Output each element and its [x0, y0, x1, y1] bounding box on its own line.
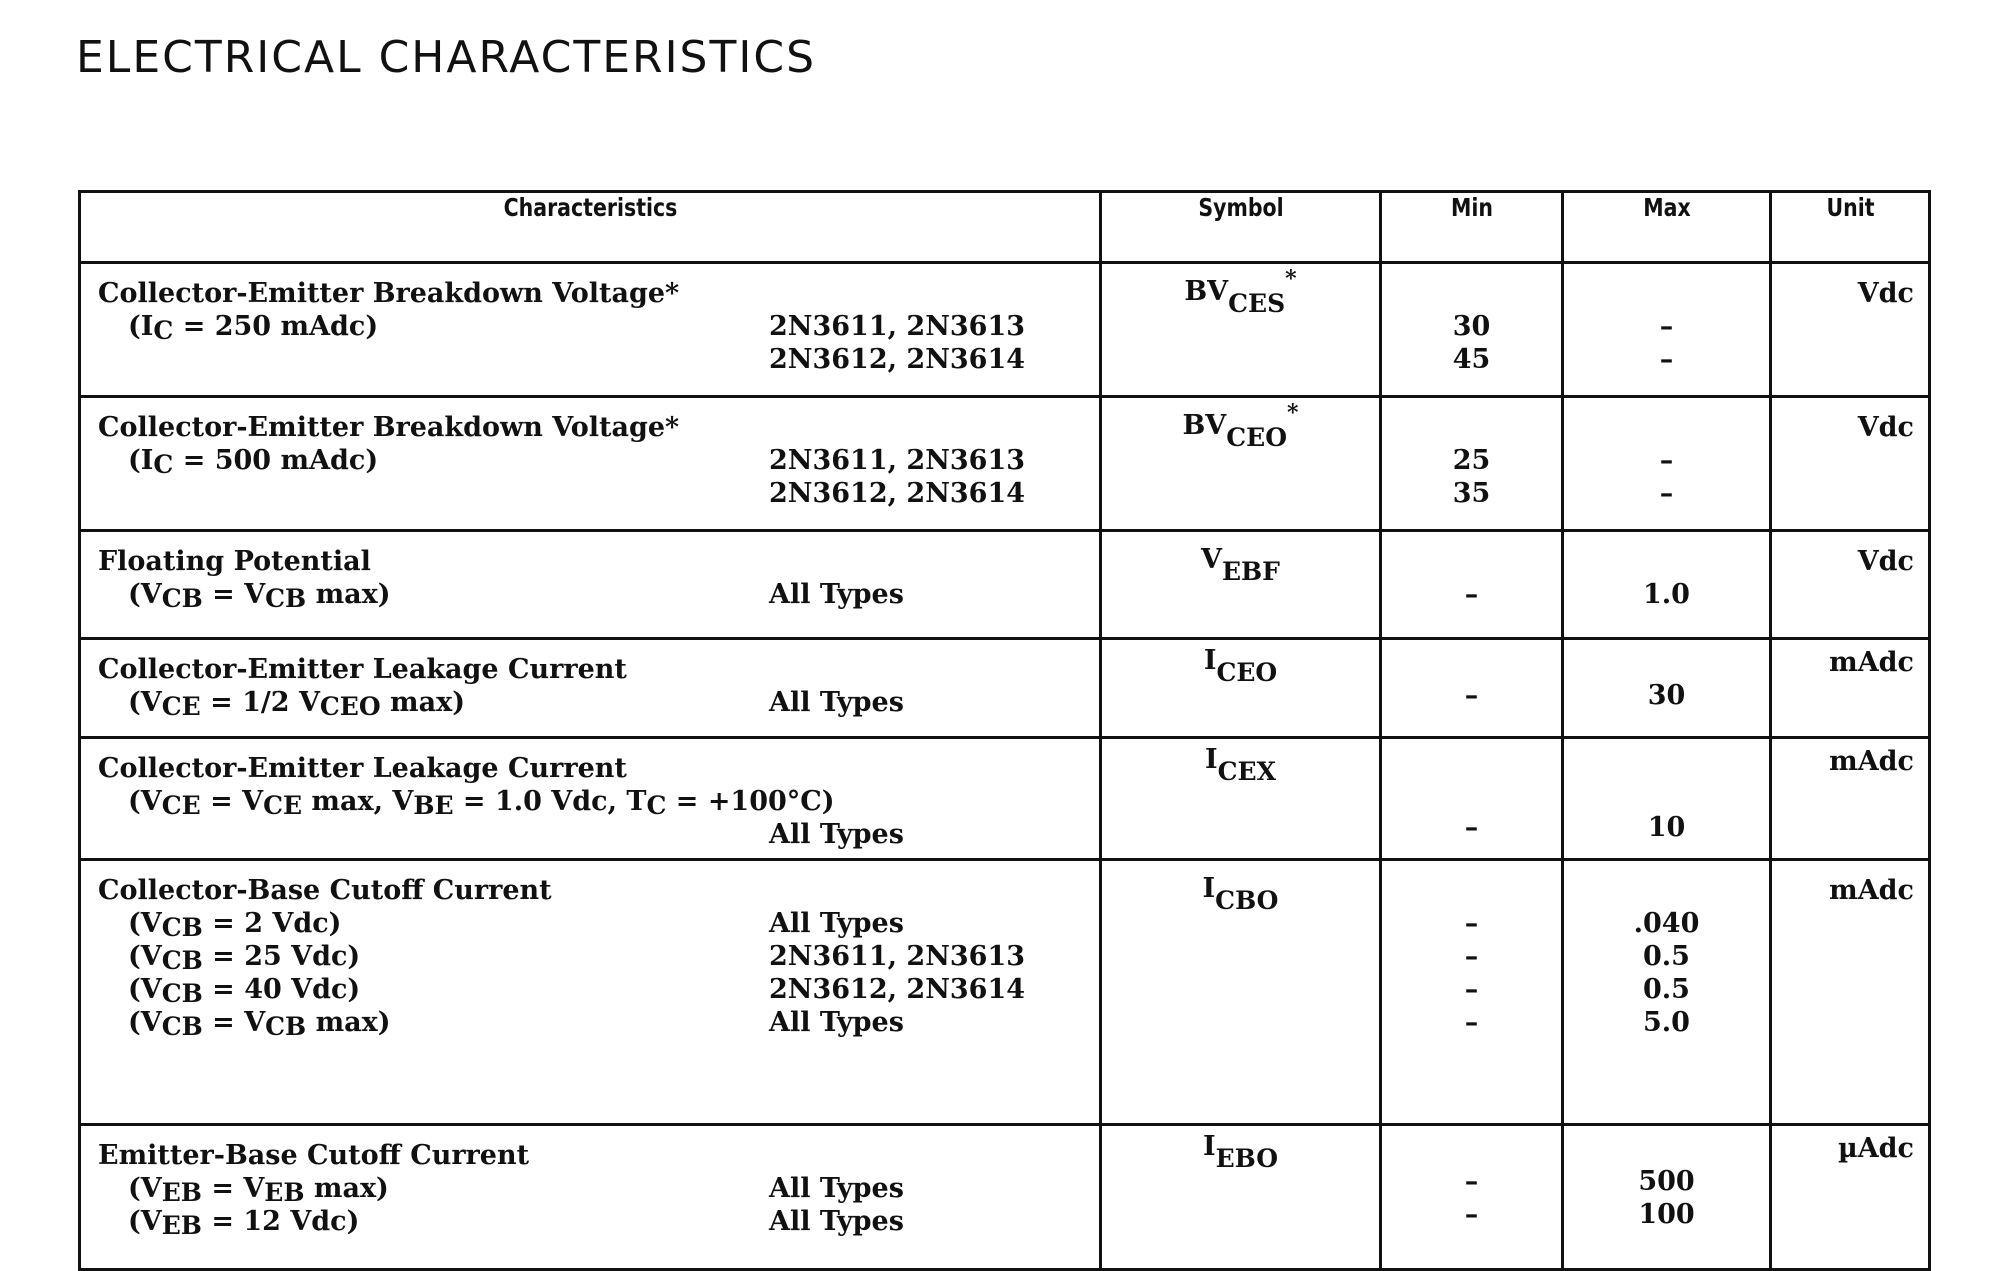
min-value: –: [1464, 1199, 1479, 1230]
device-types: All Types: [769, 579, 904, 610]
condition-line: [81, 686, 1099, 719]
min-cell: [1381, 531, 1563, 639]
characteristic-name: Collector-Emitter Leakage Current: [98, 753, 627, 784]
condition-text: ($V_{CE} = 1/2$ $V_{CEO}$ max): [128, 687, 465, 721]
max-value: 0.5: [1643, 974, 1690, 1005]
header-min: Min: [1397, 192, 1546, 263]
characteristic-cell: [80, 860, 1101, 1125]
max-cell: [1563, 531, 1771, 639]
condition-text: ($I_C = 500$ mAdc): [128, 445, 379, 479]
condition-line: [81, 1172, 1099, 1205]
unit-value: µAdc: [1837, 1133, 1914, 1164]
symbol-base: V: [1201, 544, 1222, 575]
characteristic-row: [80, 1125, 1930, 1270]
unit-value: mAdc: [1829, 875, 1914, 906]
symbol-base: BV: [1184, 276, 1229, 307]
min-value: –: [1464, 1166, 1479, 1197]
symbol-subscript: CEO: [1226, 423, 1287, 452]
electrical-characteristics-table: [78, 190, 1931, 1271]
symbol-text: [1202, 861, 1279, 915]
symbol-cell: [1101, 1125, 1381, 1270]
unit-value: mAdc: [1829, 647, 1914, 678]
min-value: 30: [1452, 311, 1491, 342]
symbol-subscript: CEO: [1216, 658, 1278, 687]
characteristic-row: [80, 738, 1930, 860]
device-types: 2N3612, 2N3614: [769, 478, 1026, 509]
symbol-cell: [1101, 860, 1381, 1125]
device-types: 2N3611, 2N3613: [769, 445, 1026, 476]
device-types: All Types: [769, 1173, 904, 1204]
symbol-base: I: [1203, 645, 1217, 676]
condition-line: [81, 578, 1099, 611]
min-cell: [1381, 1125, 1563, 1270]
condition-text: ($V_{CB} = 2$ Vdc): [128, 908, 342, 942]
symbol-subscript: EBF: [1222, 557, 1280, 586]
max-value: –: [1659, 478, 1674, 509]
characteristic-name: Floating Potential: [98, 546, 371, 577]
symbol-text: [1184, 264, 1297, 318]
page-title: ELECTRICAL CHARACTERISTICS: [76, 32, 816, 83]
characteristic-cell: [80, 531, 1101, 639]
symbol-text: [1182, 398, 1299, 452]
symbol-cell: [1101, 531, 1381, 639]
condition-text: ($I_C = 250$ mAdc): [128, 311, 379, 345]
characteristic-cell: [80, 639, 1101, 738]
header-row: [80, 192, 1930, 263]
unit-cell: [1771, 531, 1930, 639]
min-cell: [1381, 860, 1563, 1125]
symbol-text: [1205, 739, 1276, 786]
characteristic-cell: [80, 738, 1101, 860]
max-cell: [1563, 639, 1771, 738]
min-value: –: [1464, 941, 1479, 972]
header-symbol: Symbol: [1126, 192, 1356, 263]
symbol-base: I: [1202, 873, 1216, 904]
max-cell: [1563, 860, 1771, 1125]
symbol-subscript: CES: [1228, 289, 1286, 318]
header-unit: Unit: [1785, 192, 1915, 263]
max-value: –: [1659, 344, 1674, 375]
unit-cell: [1771, 639, 1930, 738]
unit-cell: [1771, 860, 1930, 1125]
unit-value: Vdc: [1857, 412, 1914, 443]
min-cell: [1381, 263, 1563, 397]
max-cell: [1563, 397, 1771, 531]
min-value: –: [1464, 812, 1479, 843]
device-types: 2N3611, 2N3613: [769, 941, 1026, 972]
condition-text: ($V_{CE} = V_{CE}$ max, $V_{BE} = 1.0$ Vdc, $T_C = +100^\circ C$): [128, 786, 835, 820]
symbol-text: [1203, 640, 1278, 687]
condition-line: [81, 310, 1099, 343]
unit-cell: [1771, 263, 1930, 397]
min-value: 45: [1452, 344, 1491, 375]
characteristic-row: [80, 263, 1930, 397]
max-value: 0.5: [1643, 941, 1690, 972]
condition-line: [81, 785, 1099, 818]
max-value: 100: [1638, 1199, 1695, 1230]
condition-text: ($V_{CB} = 25$ Vdc): [128, 941, 361, 975]
max-value: 10: [1647, 812, 1686, 843]
header-max: Max: [1581, 192, 1752, 263]
characteristic-name: Collector-Emitter Breakdown Voltage*: [98, 278, 680, 309]
symbol-subscript: CBO: [1215, 886, 1279, 915]
unit-value: Vdc: [1857, 546, 1914, 577]
max-cell: [1563, 1125, 1771, 1270]
min-value: –: [1464, 1007, 1479, 1038]
condition-text: ($V_{EB} = V_{EB}$ max): [128, 1173, 389, 1207]
device-types: All Types: [769, 819, 904, 850]
condition-line: [81, 907, 1099, 940]
characteristic-cell: [80, 1125, 1101, 1270]
characteristic-row: [80, 397, 1930, 531]
condition-text: ($V_{EB} = 12$ Vdc): [128, 1206, 360, 1240]
condition-text: ($V_{CB} = 40$ Vdc): [128, 974, 361, 1008]
unit-cell: [1771, 738, 1930, 860]
characteristic-cell: [80, 397, 1101, 531]
min-value: –: [1464, 908, 1479, 939]
characteristic-row: [80, 531, 1930, 639]
min-cell: [1381, 738, 1563, 860]
device-types: 2N3612, 2N3614: [769, 344, 1026, 375]
min-cell: [1381, 397, 1563, 531]
min-value: –: [1464, 974, 1479, 1005]
characteristic-name: Collector-Base Cutoff Current: [98, 875, 552, 906]
max-value: 500: [1638, 1166, 1695, 1197]
condition-text: ($V_{CB} = V_{CB}$ max): [128, 579, 391, 613]
symbol-base: I: [1205, 744, 1218, 775]
condition-line: [81, 973, 1099, 1006]
min-value: –: [1464, 680, 1479, 711]
max-value: –: [1659, 445, 1674, 476]
symbol-base: BV: [1182, 410, 1227, 441]
unit-cell: [1771, 397, 1930, 531]
characteristic-name: Emitter-Base Cutoff Current: [98, 1140, 530, 1171]
max-value: 30: [1647, 680, 1686, 711]
max-value: 5.0: [1643, 1007, 1690, 1038]
unit-value: mAdc: [1829, 746, 1914, 777]
characteristic-cell: [80, 263, 1101, 397]
characteristic-row: [80, 860, 1930, 1125]
max-value: 1.0: [1643, 579, 1690, 610]
symbol-text: [1201, 532, 1280, 586]
condition-line: [81, 343, 1099, 376]
device-types: 2N3612, 2N3614: [769, 974, 1026, 1005]
symbol-cell: [1101, 263, 1381, 397]
characteristic-name: Collector-Emitter Leakage Current: [98, 654, 627, 685]
symbol-superscript: *: [1285, 266, 1297, 292]
unit-value: Vdc: [1857, 278, 1914, 309]
symbol-superscript: *: [1287, 400, 1299, 426]
condition-line: [81, 818, 1099, 851]
condition-text: ($V_{CB} = V_{CB}$ max): [128, 1007, 391, 1041]
condition-line: [81, 1006, 1099, 1039]
symbol-base: I: [1202, 1131, 1216, 1162]
characteristic-row: [80, 639, 1930, 738]
max-value: .040: [1633, 908, 1700, 939]
symbol-cell: [1101, 738, 1381, 860]
unit-cell: [1771, 1125, 1930, 1270]
symbol-subscript: EBO: [1215, 1144, 1279, 1173]
condition-line: [81, 1205, 1099, 1238]
condition-line: [81, 940, 1099, 973]
device-types: All Types: [769, 1007, 904, 1038]
condition-line: [81, 477, 1099, 510]
max-value: –: [1659, 311, 1674, 342]
device-types: All Types: [769, 1206, 904, 1237]
min-value: 25: [1452, 445, 1491, 476]
max-cell: [1563, 263, 1771, 397]
min-value: 35: [1452, 478, 1491, 509]
symbol-subscript: CEX: [1217, 757, 1276, 786]
device-types: All Types: [769, 908, 904, 939]
symbol-text: [1202, 1126, 1279, 1173]
symbol-cell: [1101, 639, 1381, 738]
min-value: –: [1464, 579, 1479, 610]
symbol-cell: [1101, 397, 1381, 531]
condition-line: [81, 444, 1099, 477]
device-types: All Types: [769, 687, 904, 718]
header-characteristics: Characteristics: [171, 192, 1008, 263]
characteristic-name: Collector-Emitter Breakdown Voltage*: [98, 412, 680, 443]
device-types: 2N3611, 2N3613: [769, 311, 1026, 342]
max-cell: [1563, 738, 1771, 860]
min-cell: [1381, 639, 1563, 738]
